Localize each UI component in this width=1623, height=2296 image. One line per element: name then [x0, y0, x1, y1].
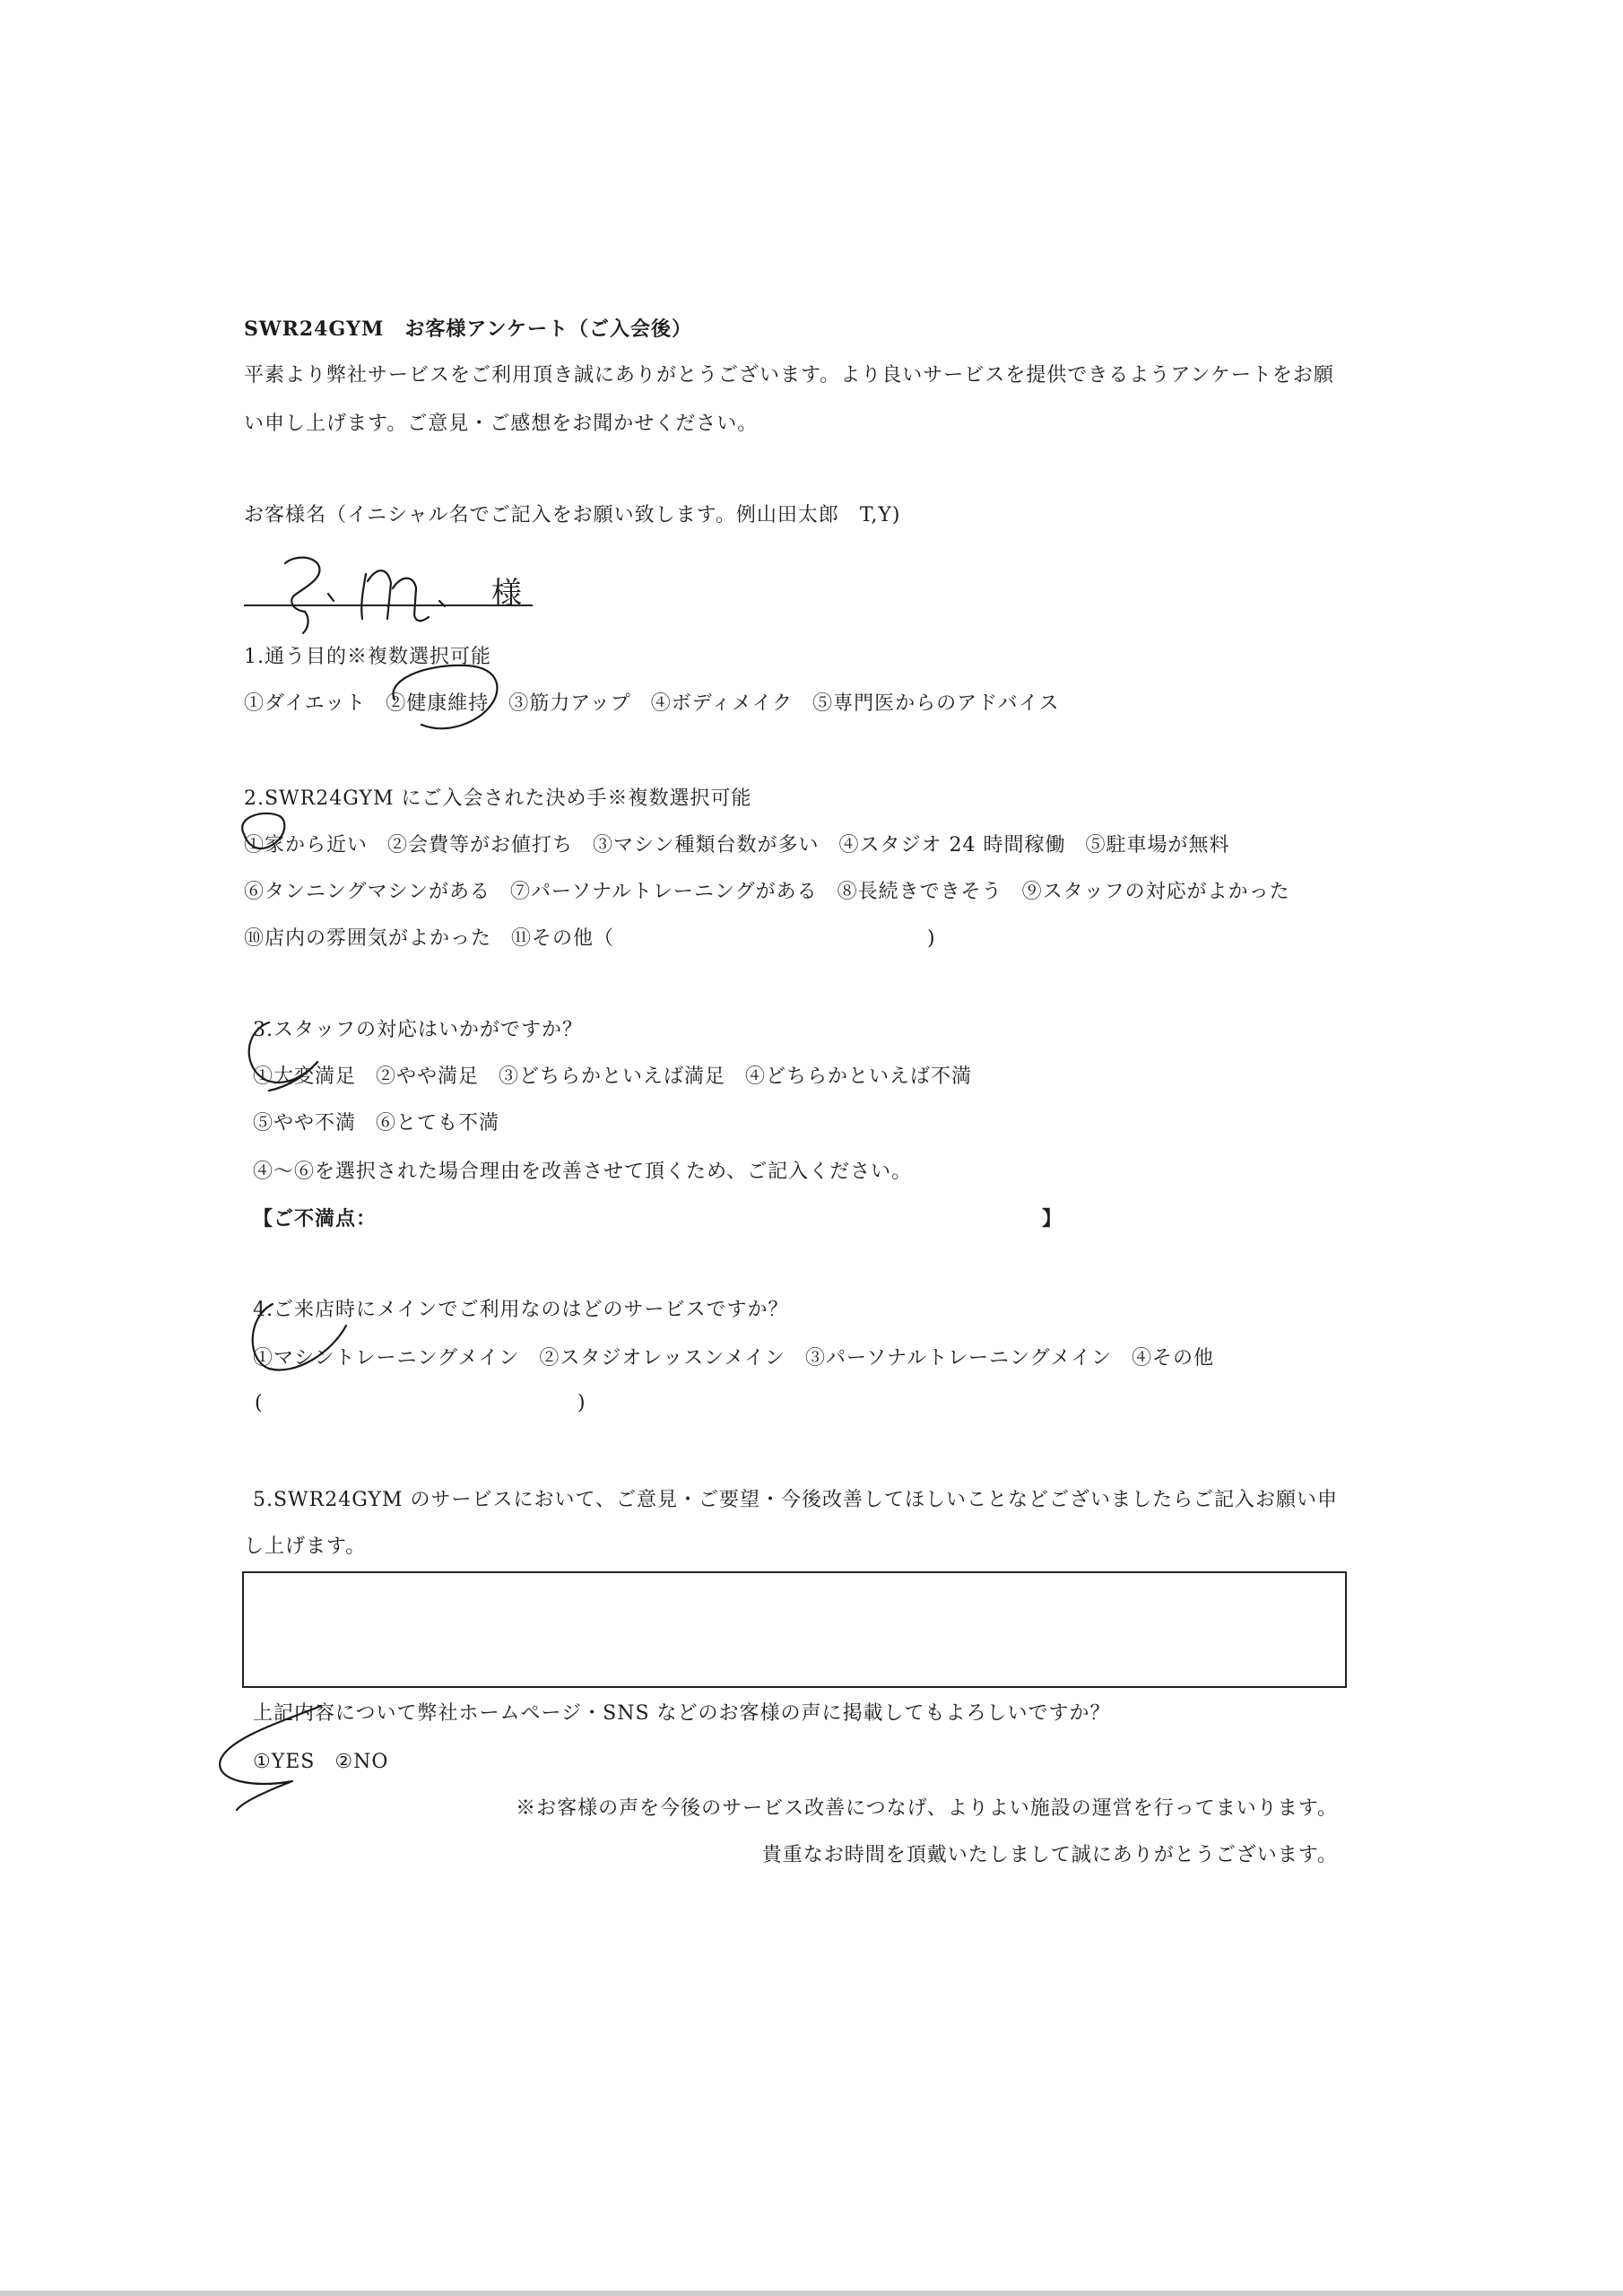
q2-option-6[interactable]: ⑥タンニングマシンがある — [244, 881, 491, 903]
q4-title: 4.ご来店時にメインでご利用なのはどのサービスですか？ — [253, 1299, 789, 1321]
q1-option-2[interactable]: ②健康維持 — [386, 692, 490, 715]
q2-options-row-2 — [244, 879, 1310, 906]
footer-thanks: 貴重なお時間を頂戴いたしまして誠にありがとうございます。 — [761, 1844, 1338, 1866]
q4-option-2[interactable]: ②スタジオレッスンメイン — [539, 1347, 786, 1370]
q2-option-1[interactable]: ①家から近い — [244, 834, 369, 857]
q4-other-close: ) — [577, 1392, 586, 1414]
q3-option-2[interactable]: ②やや満足 — [376, 1065, 480, 1088]
q3-option-5[interactable]: ⑤やや不満 — [253, 1112, 357, 1135]
q3-options-row-2 — [253, 1110, 519, 1137]
q2-other-close: ) — [927, 927, 936, 950]
q2-options-row-3 — [244, 926, 614, 952]
q3-complaint-close: 】 — [1042, 1207, 1063, 1231]
q2-title: 2.SWR24GYM にご入会された決め手※複数選択可能 — [244, 787, 752, 810]
q2-option-2[interactable]: ②会費等がお値打ち — [387, 834, 574, 857]
publish-options — [253, 1749, 408, 1776]
q4-options — [253, 1345, 1234, 1372]
intro-line-1: 平素より弊社サービスをご利用頂き誠にありがとうございます。より良いサービスを提供できるようアンケートをお願 — [244, 364, 1334, 387]
q2-option-5[interactable]: ⑤駐車場が無料 — [1085, 834, 1230, 857]
q4-option-4[interactable]: ④その他 — [1131, 1347, 1214, 1370]
q1-option-3[interactable]: ③筋力アップ — [508, 692, 631, 715]
q4-option-3[interactable]: ③パーソナルトレーニングメイン — [805, 1347, 1112, 1370]
q1-options — [244, 691, 1079, 718]
q3-option-3[interactable]: ③どちらかといえば満足 — [499, 1065, 726, 1088]
survey-title: SWR24GYM お客様アンケート（ご入会後） — [244, 317, 693, 341]
q4-other-open: ( — [255, 1392, 264, 1414]
q3-title: 3.スタッフの対応はいかがですか？ — [253, 1019, 583, 1041]
q3-complaint-label: 【ご不満点： — [253, 1207, 378, 1231]
q1-option-4[interactable]: ④ボディメイク — [650, 692, 794, 715]
honorific: 様 — [491, 576, 523, 612]
q1-title: 1.通う目的※複数選択可能 — [244, 646, 491, 668]
q2-option-10[interactable]: ⑩店内の雰囲気がよかった — [244, 927, 492, 950]
customer-signature[interactable] — [269, 554, 475, 626]
q2-option-8[interactable]: ⑧長続きできそう — [837, 881, 1002, 903]
q5-title-line-1: 5.SWR24GYM のサービスにおいて、ご意見・ご要望・今後改善してほしいことなどございましたらご記入お願い申 — [253, 1489, 1339, 1511]
q4-option-1[interactable]: ①マシントレーニングメイン — [253, 1347, 520, 1370]
publish-question: 上記内容について弊社ホームページ・SNS などのお客様の声に掲載してもよろしいですか？ — [253, 1702, 1111, 1725]
q1-option-1[interactable]: ①ダイエット — [244, 692, 367, 715]
publish-option-no[interactable]: ②NO — [334, 1751, 389, 1773]
scan-edge — [0, 2291, 1623, 2296]
q3-option-4[interactable]: ④どちらかといえば不満 — [745, 1065, 973, 1088]
q1-option-5[interactable]: ⑤専門医からのアドバイス — [812, 692, 1060, 715]
q3-options-row-1 — [253, 1064, 992, 1091]
q3-option-1[interactable]: ①大変満足 — [253, 1065, 357, 1088]
q5-comment-box[interactable] — [242, 1571, 1347, 1688]
q5-title-line-2: し上げます。 — [244, 1535, 367, 1558]
q3-option-6[interactable]: ⑥とても不満 — [376, 1112, 500, 1135]
q2-option-4[interactable]: ④スタジオ 24 時間稼働 — [838, 834, 1066, 857]
publish-option-yes[interactable]: ①YES — [253, 1751, 316, 1773]
q3-note: ④～⑥を選択された場合理由を改善させて頂くため、ご記入ください。 — [253, 1161, 913, 1183]
q4-other-field[interactable] — [269, 1390, 574, 1417]
q2-option-7[interactable]: ⑦パーソナルトレーニングがある — [510, 881, 818, 903]
intro-line-2: い申し上げます。ご意見・ご感想をお聞かせください。 — [244, 413, 759, 435]
q3-complaint-field[interactable] — [386, 1205, 1040, 1232]
q2-option-11[interactable]: ⑪その他（ — [511, 927, 615, 950]
customer-name-label: お客様名（イニシャル名でご記入をお願い致します。例山田太郎 T,Y) — [244, 504, 901, 526]
q2-options-row-1 — [244, 832, 1249, 859]
footer-note: ※お客様の声を今後のサービス改善につなげ、よりよい施設の運営を行ってまいります。 — [516, 1797, 1338, 1820]
q2-option-9[interactable]: ⑨スタッフの対応がよかった — [1021, 881, 1290, 903]
q2-option-3[interactable]: ③マシン種類台数が多い — [593, 834, 820, 857]
